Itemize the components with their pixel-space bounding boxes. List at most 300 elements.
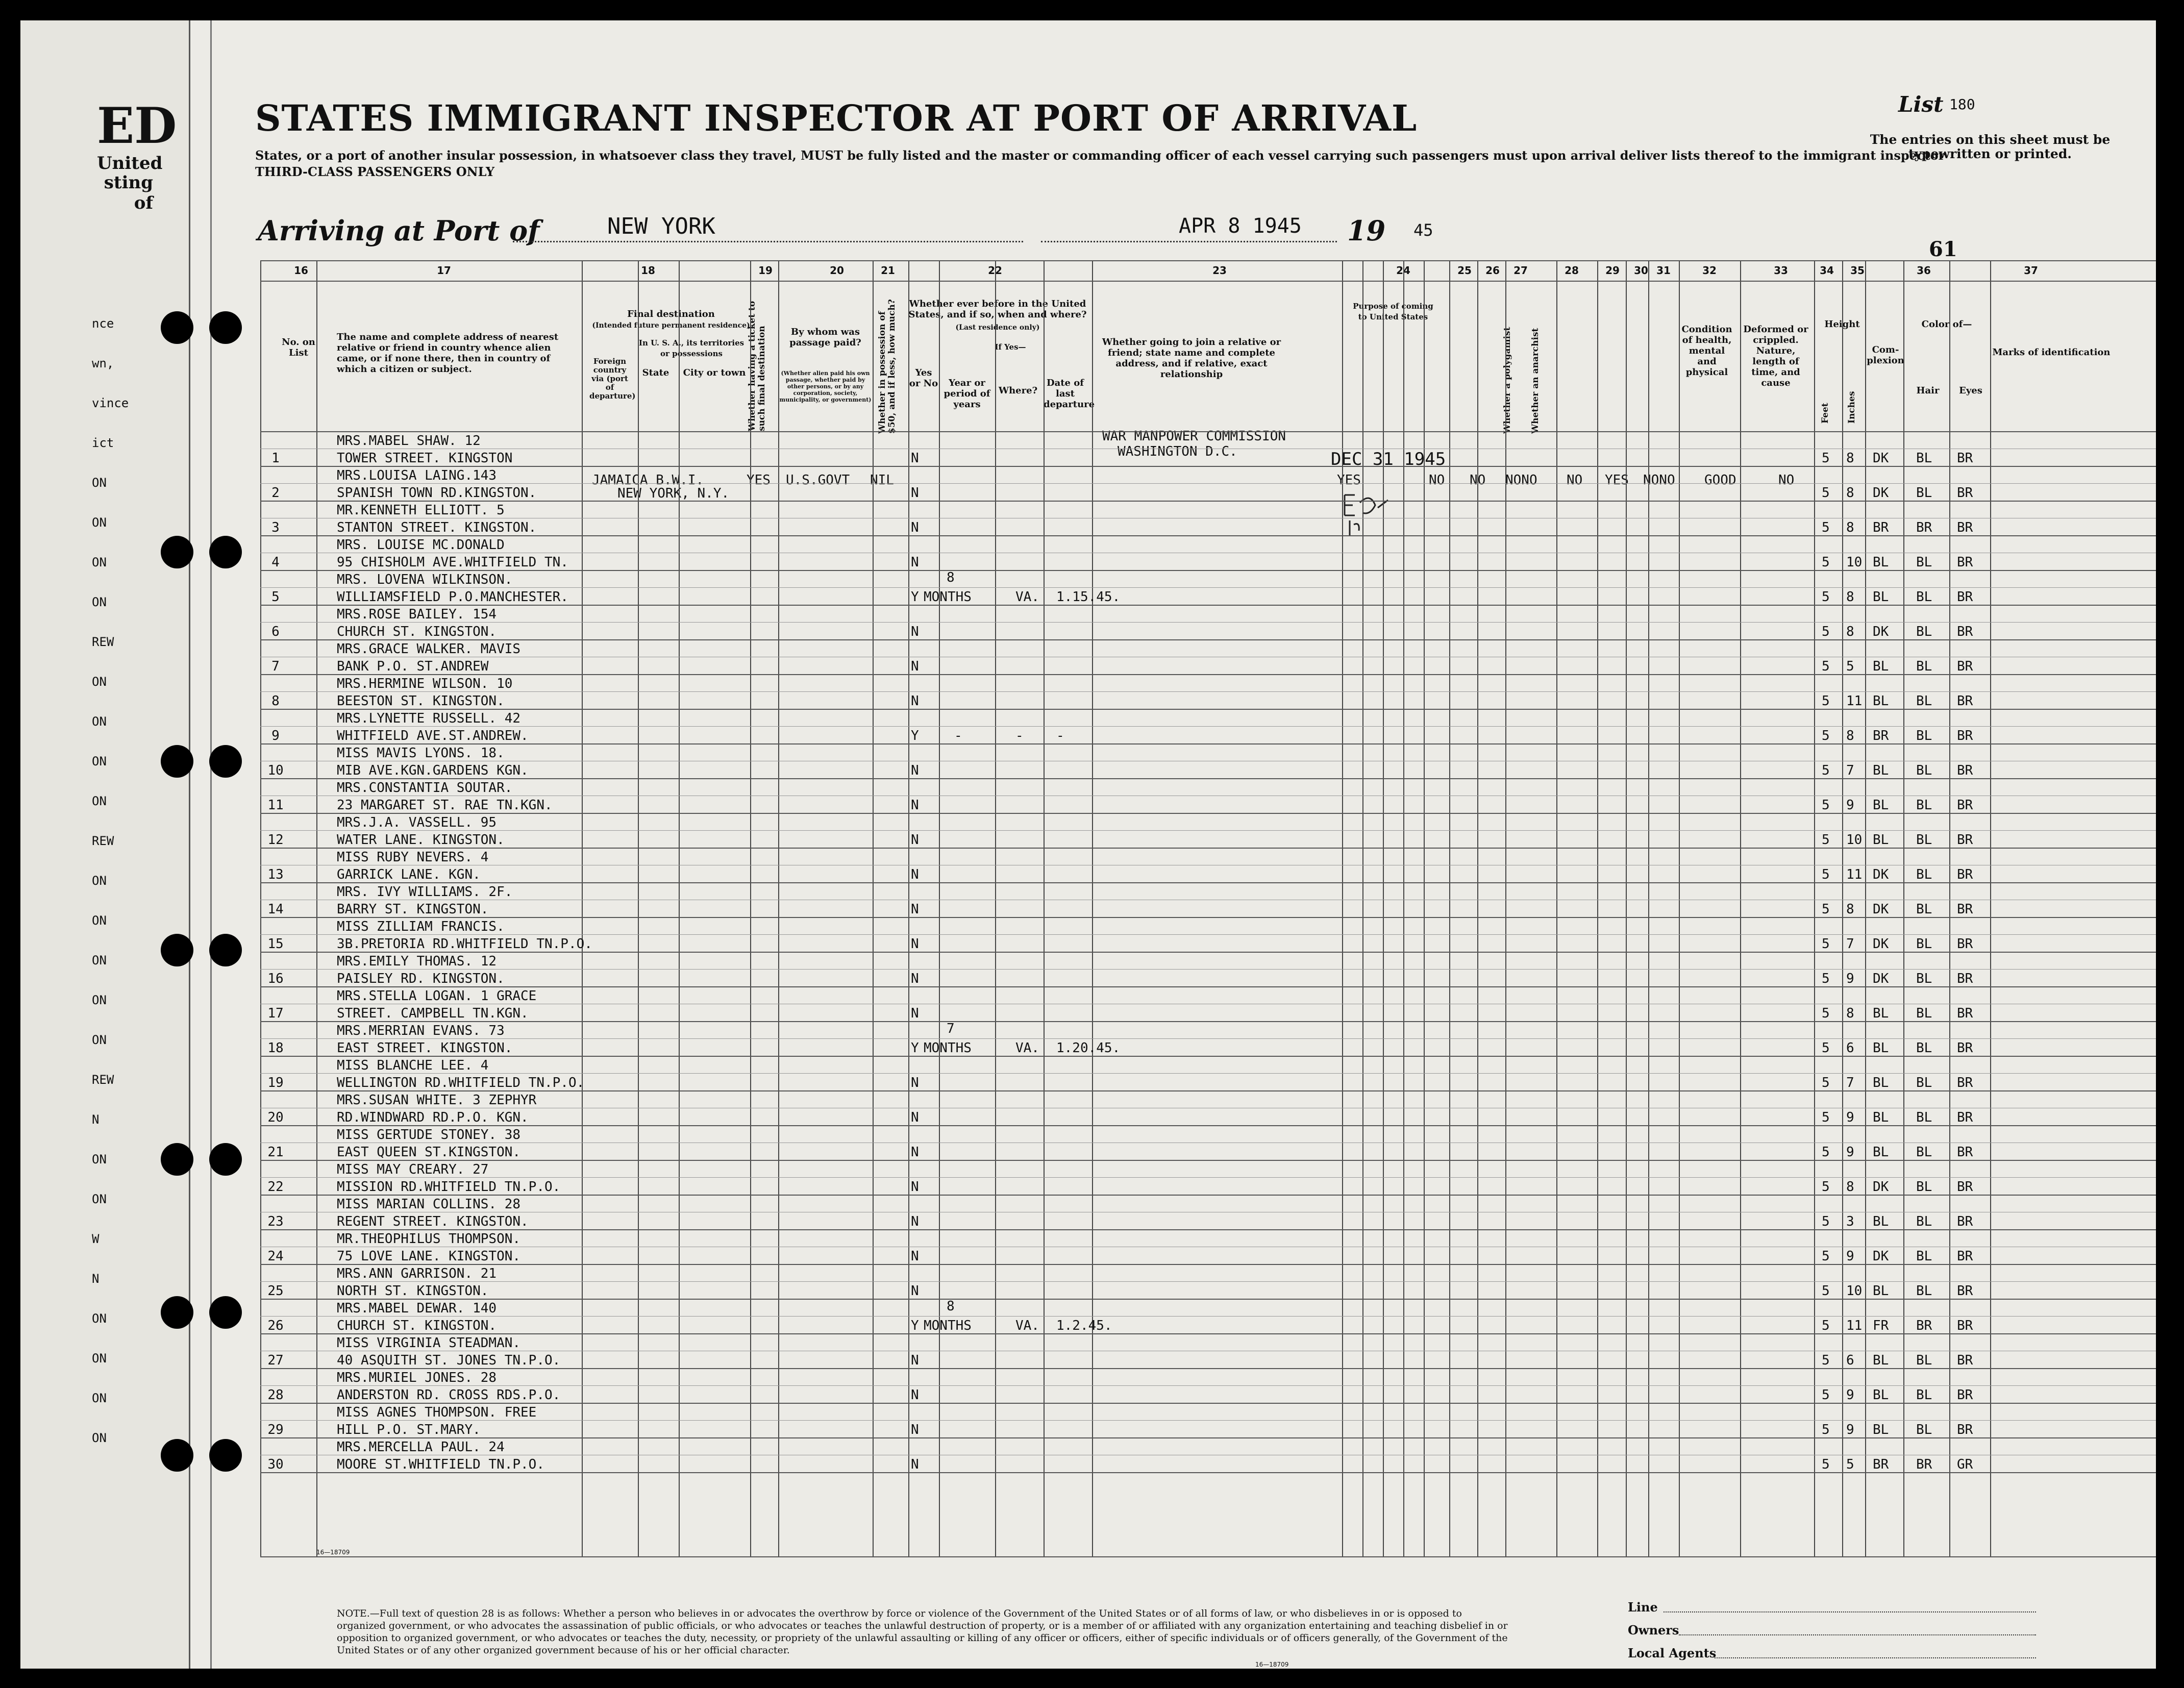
complexion: BR	[1873, 520, 1889, 535]
relative-address: WILLIAMSFIELD P.O.MANCHESTER.	[337, 589, 568, 605]
complexion: DK	[1873, 624, 1889, 639]
been-in-us: N	[911, 1179, 919, 1195]
relative-address: WELLINGTON RD.WHITFIELD TN.P.O.	[337, 1075, 585, 1090]
hair-color: BL	[1916, 1040, 1932, 1056]
margin-fragment: ON	[92, 714, 107, 729]
column-rule	[1362, 260, 1363, 1556]
previous-location: VA.	[1015, 589, 1039, 605]
complexion: BL	[1873, 1214, 1889, 1229]
height-inches: 11	[1846, 867, 1863, 882]
hair-color: BL	[1916, 1145, 1932, 1160]
row-1-q30: NONO	[1643, 473, 1675, 488]
hair-color: BL	[1916, 555, 1932, 570]
row-number: 8	[271, 693, 280, 709]
header-rule	[260, 281, 2156, 282]
row-number: 14	[267, 902, 284, 917]
been-in-us: Y	[911, 1040, 919, 1056]
row-number: 24	[267, 1249, 284, 1264]
height-feet: 5	[1822, 971, 1830, 986]
complexion: BL	[1873, 1145, 1889, 1160]
height-feet: 5	[1822, 867, 1830, 882]
header-city: City or town	[683, 367, 746, 378]
margin-fragment: REW	[92, 635, 114, 649]
row-1-q26: NO	[1470, 473, 1486, 488]
relative-address: 95 CHISHOLM AVE.WHITFIELD TN.	[337, 555, 568, 570]
relative-address: MIB AVE.KGN.GARDENS KGN.	[337, 763, 529, 778]
relative-address: WATER LANE. KINGSTON.	[337, 832, 505, 848]
height-feet: 5	[1822, 1145, 1830, 1160]
complexion: BL	[1873, 659, 1889, 674]
column-number: 26	[1485, 264, 1500, 277]
header-passage-note: (Whether alien paid his own passage, whether paid by other persons, or by any corporation, society, municipality, or government)	[779, 370, 872, 403]
row-rule	[260, 466, 2156, 467]
eye-color: BR	[1957, 1145, 1973, 1160]
year-label: 19	[1347, 214, 1386, 247]
column-rule	[1449, 260, 1450, 1556]
header-height: Height	[1824, 319, 1860, 330]
column-number: 32	[1702, 264, 1717, 277]
row-rule	[260, 1090, 2156, 1091]
footnote-question-28: NOTE.—Full text of question 28 is as follows: Whether a person who believes in or advocates the overthrow by force or violence of the Government of the United States or of all forms of law, or who disbelieves in or is opposed to organized government, or who advocates the assassination of public officials, or who advocates or teaches the unlawful destruction of property, or is a member of or affiliated with any organization entertaining and teaching disbelief in or opposition to organized government, or who advocates or teaches the duty, necessity, or propriety of the unlawful assaulting or killing of any officer or officers, either of specific individuals or of officers generally, of the Government of the United States or of any other organized government because of his or her official character.	[337, 1608, 1508, 1656]
line-label: Line	[1628, 1600, 1658, 1615]
height-feet: 5	[1822, 555, 1830, 570]
been-in-us: N	[911, 1075, 919, 1090]
column-rule	[1949, 260, 1950, 1556]
column-rule	[1092, 260, 1093, 1556]
period-number: 8	[947, 570, 955, 585]
height-feet: 5	[1822, 624, 1830, 639]
relative-name: MISS GERTUDE STONEY. 38	[337, 1127, 521, 1143]
row-rule	[260, 830, 2156, 831]
row-rule	[260, 1125, 2156, 1126]
header-feet: Feet	[1820, 403, 1830, 424]
relative-name: MISS ZILLIAM FRANCIS.	[337, 919, 505, 934]
row-rule	[260, 986, 2156, 987]
relative-address: PAISLEY RD. KINGSTON.	[337, 971, 505, 986]
complexion: DK	[1873, 867, 1889, 882]
punch-hole	[161, 311, 193, 344]
row-rule	[260, 431, 2156, 432]
column-rule	[1679, 260, 1680, 1556]
eye-color: BR	[1957, 902, 1973, 917]
column-rule	[873, 260, 874, 1556]
relative-address: 40 ASQUITH ST. JONES TN.P.O.	[337, 1353, 561, 1368]
relative-address: WHITFIELD AVE.ST.ANDREW.	[337, 728, 529, 743]
margin-fragment: REW	[92, 834, 114, 848]
relative-address: 3B.PRETORIA RD.WHITFIELD TN.P.O.	[337, 936, 592, 952]
hair-color: BL	[1916, 832, 1932, 848]
height-feet: 5	[1822, 728, 1830, 743]
column-rule	[1477, 260, 1478, 1556]
relative-name: MRS.SUSAN WHITE. 3 ZEPHYR	[337, 1093, 537, 1108]
header-last-residence: (Last residence only)	[955, 324, 1040, 332]
header-date-departure: Date of last departure	[1044, 378, 1095, 410]
column-rule	[1044, 260, 1045, 1556]
height-feet: 5	[1822, 1040, 1830, 1056]
eye-color: BR	[1957, 971, 1973, 986]
row-rule	[260, 1437, 2156, 1438]
eye-color: BR	[1957, 1422, 1973, 1437]
relative-name: MRS. IVY WILLIAMS. 2F.	[337, 884, 513, 900]
header-polygamist: Whether a polygamist	[1502, 327, 1512, 434]
been-in-us: N	[911, 624, 919, 639]
hair-color: BL	[1916, 936, 1932, 952]
margin-fragment: ON	[92, 1033, 107, 1047]
row-1-q29: YES	[1605, 473, 1629, 488]
row-number: 9	[271, 728, 280, 743]
column-number: 27	[1513, 264, 1528, 277]
header-where: Where?	[998, 385, 1038, 396]
relative-address: NORTH ST. KINGSTON.	[337, 1283, 489, 1299]
punch-hole	[161, 745, 193, 778]
header-complexion: Com- plexion	[1867, 344, 1904, 366]
header-before-us: Whether ever before in the United States, and if so, when and where?	[908, 299, 1087, 320]
column-number: 36	[1917, 264, 1931, 277]
row-number: 12	[267, 832, 284, 848]
height-feet: 5	[1822, 1006, 1830, 1021]
eye-color: BR	[1957, 693, 1973, 709]
height-inches: 8	[1846, 1179, 1854, 1195]
height-inches: 8	[1846, 1006, 1854, 1021]
row-number: 10	[267, 763, 284, 778]
relative-name: MRS.CONSTANTIA SOUTAR.	[337, 780, 513, 796]
hair-color: BL	[1916, 624, 1932, 639]
relative-name: MRS.ROSE BAILEY. 154	[337, 607, 497, 622]
relative-name: MRS. LOUISE MC.DONALD	[337, 537, 505, 553]
height-feet: 5	[1822, 1179, 1830, 1195]
column-rule	[1424, 260, 1425, 1556]
relative-name: MISS MAVIS LYONS. 18.	[337, 746, 505, 761]
row-number: 1	[271, 451, 280, 466]
relative-name: MISS RUBY NEVERS. 4	[337, 850, 489, 865]
row-number: 16	[267, 971, 284, 986]
hair-color: BL	[1916, 1353, 1932, 1368]
form-code: 16—18709	[316, 1549, 350, 1556]
complexion: BL	[1873, 1283, 1889, 1299]
hair-color: BL	[1916, 902, 1932, 917]
complexion: BL	[1873, 1006, 1889, 1021]
header-health: Condition of health, mental and physical	[1681, 324, 1732, 378]
row-number: 11	[267, 798, 284, 813]
hair-color: BL	[1916, 867, 1932, 882]
margin-fragment: ON	[92, 675, 107, 689]
last-departure: -	[1056, 728, 1064, 743]
row-number: 2	[271, 485, 280, 501]
been-in-us: N	[911, 1457, 919, 1472]
column-number: 22	[988, 264, 1002, 277]
hair-color: BL	[1916, 485, 1932, 501]
margin-fragment: vince	[92, 396, 129, 410]
column-rule	[908, 260, 909, 1556]
punch-hole	[209, 1439, 242, 1472]
port-name: NEW YORK	[607, 213, 715, 239]
column-number: 25	[1457, 264, 1472, 277]
header-ticket: Whether having a ticket to such final destination	[747, 301, 767, 431]
margin-fragment: nce	[92, 316, 114, 331]
column-rule	[1903, 260, 1904, 1556]
punch-hole	[209, 745, 242, 778]
column-number: 33	[1774, 264, 1788, 277]
hair-color: BL	[1916, 659, 1932, 674]
complexion: DK	[1873, 485, 1889, 501]
height-inches: 9	[1846, 798, 1854, 813]
height-inches: 7	[1846, 1075, 1854, 1090]
complexion: DK	[1873, 451, 1889, 466]
eye-color: BR	[1957, 763, 1973, 778]
height-feet: 5	[1822, 1457, 1830, 1472]
eye-color: BR	[1957, 1318, 1973, 1333]
left-title-fragment: ED	[97, 97, 177, 155]
punch-hole	[161, 1439, 193, 1472]
row-rule	[260, 1368, 2156, 1369]
header-join-relative: Whether going to join a relative or friend; state name and complete address, and if relative, exact relationship	[1102, 337, 1281, 380]
relative-name: MR.THEOPHILUS THOMPSON.	[337, 1231, 521, 1247]
last-departure: 1.20.45.	[1056, 1040, 1121, 1056]
row-number: 26	[267, 1318, 284, 1333]
hair-color: BL	[1916, 971, 1932, 986]
row-rule	[260, 709, 2156, 710]
margin-fragment: ict	[92, 436, 114, 450]
header-eyes: Eyes	[1959, 385, 1982, 396]
row-number: 5	[271, 589, 280, 605]
height-inches: 3	[1846, 1214, 1854, 1229]
arrival-stamp: DEC 31 1945	[1331, 449, 1446, 469]
hair-color: BL	[1916, 1387, 1932, 1403]
complexion: BR	[1873, 728, 1889, 743]
height-inches: 11	[1846, 693, 1863, 709]
been-in-us: N	[911, 485, 919, 501]
height-feet: 5	[1822, 1353, 1830, 1368]
column-rule	[1383, 260, 1384, 1556]
column-rule	[679, 260, 680, 1556]
header-no-on-list: No. on List	[282, 337, 315, 358]
list-label: List	[1898, 92, 1944, 117]
relative-address: MOORE ST.WHITFIELD TN.P.O.	[337, 1457, 544, 1472]
column-number: 21	[881, 264, 895, 277]
been-in-us: N	[911, 867, 919, 882]
left-header-line: sting of	[104, 172, 153, 213]
eye-color: BR	[1957, 1179, 1973, 1195]
relative-name: MRS.MABEL DEWAR. 140	[337, 1301, 497, 1316]
height-feet: 5	[1822, 1422, 1830, 1437]
been-in-us: N	[911, 1353, 919, 1368]
row-rule	[260, 969, 2156, 970]
punch-hole	[161, 1296, 193, 1329]
relative-name: MISS VIRGINIA STEADMAN.	[337, 1335, 521, 1351]
relative-name: MISS BLANCHE LEE. 4	[337, 1058, 489, 1073]
row-number: 4	[271, 555, 280, 570]
column-rule	[1990, 260, 1991, 1556]
typewritten-note: The entries on this sheet must be typewritten or printed.	[1870, 132, 2111, 161]
row-rule	[260, 570, 2156, 571]
margin-fragment: REW	[92, 1073, 114, 1087]
complexion: BL	[1873, 1422, 1889, 1437]
height-inches: 9	[1846, 1422, 1854, 1437]
hair-color: BL	[1916, 589, 1932, 605]
left-header-line: United	[97, 153, 163, 173]
port-underline	[513, 241, 1023, 242]
relative-address: EAST QUEEN ST.KINGSTON.	[337, 1145, 521, 1160]
punch-hole	[161, 536, 193, 568]
column-rule	[1597, 260, 1598, 1556]
hair-color: BL	[1916, 1110, 1932, 1125]
margin-fragment: ON	[92, 794, 107, 808]
period-unit: MONTHS	[924, 589, 972, 605]
handwritten-initials	[1339, 485, 1401, 541]
eye-color: BR	[1957, 589, 1973, 605]
column-rule	[1648, 260, 1649, 1556]
header-relative: The name and complete address of nearest relative or friend in country whence alien came, or if none there, then in country of which a citizen or subject.	[337, 332, 559, 375]
been-in-us: N	[911, 1249, 919, 1264]
relative-address: TOWER STREET. KINGSTON	[337, 451, 513, 466]
row-rule	[260, 1195, 2156, 1196]
row-number: 28	[267, 1387, 284, 1403]
hair-color: BL	[1916, 1214, 1932, 1229]
punch-hole	[209, 536, 242, 568]
margin-fragment: N	[92, 1112, 100, 1127]
complexion: BL	[1873, 1387, 1889, 1403]
been-in-us: N	[911, 693, 919, 709]
margin-fragment: ON	[92, 913, 107, 928]
complexion: BL	[1873, 832, 1889, 848]
row-number: 6	[271, 624, 280, 639]
class-label: THIRD-CLASS PASSENGERS ONLY	[255, 164, 495, 179]
eye-color: BR	[1957, 485, 1973, 501]
punch-hole	[209, 1296, 242, 1329]
column-rule	[995, 260, 996, 1556]
row-rule	[260, 1229, 2156, 1230]
height-feet: 5	[1822, 763, 1830, 778]
height-inches: 5	[1846, 659, 1854, 674]
row-rule	[260, 535, 2156, 536]
row-rule	[260, 743, 2156, 744]
hair-color: BL	[1916, 1422, 1932, 1437]
header-marks: Marks of identification	[1992, 347, 2111, 358]
height-feet: 5	[1822, 798, 1830, 813]
margin-fragment: ON	[92, 1391, 107, 1405]
hair-color: BR	[1916, 520, 1932, 535]
row-rule	[260, 1056, 2156, 1057]
row-rule	[260, 1073, 2156, 1074]
header-state: State	[642, 367, 669, 378]
page-title: STATES IMMIGRANT INSPECTOR AT PORT OF ARRIVAL	[255, 97, 1418, 139]
row-rule	[260, 1264, 2156, 1265]
row-rule	[260, 501, 2156, 502]
arriving-label: Arriving at Port of	[258, 214, 540, 247]
punch-hole	[161, 934, 193, 966]
margin-fragment: ON	[92, 1431, 107, 1445]
relative-address: STANTON STREET. KINGSTON.	[337, 520, 537, 535]
column-rule	[778, 260, 779, 1556]
been-in-us: N	[911, 451, 919, 466]
agents-field	[1715, 1657, 2036, 1658]
relative-name: MRS.GRACE WALKER. MAVIS	[337, 641, 521, 657]
hair-color: BR	[1916, 1318, 1932, 1333]
column-number: 28	[1565, 264, 1579, 277]
column-number: 30	[1634, 264, 1648, 277]
eye-color: BR	[1957, 1075, 1973, 1090]
column-number: 31	[1656, 264, 1671, 277]
line-field	[1664, 1611, 2036, 1612]
relative-name: MRS.J.A. VASSELL. 95	[337, 815, 497, 830]
hair-color: BL	[1916, 1249, 1932, 1264]
row-rule	[260, 622, 2156, 623]
row-number: 21	[267, 1145, 284, 1160]
row-number: 27	[267, 1353, 284, 1368]
relative-address: CHURCH ST. KINGSTON.	[337, 624, 497, 639]
hair-color: BL	[1916, 798, 1932, 813]
manifest-table	[260, 260, 2156, 1556]
column-rule	[1865, 260, 1866, 1556]
header-money: Whether in possession of $50, and if less, how much?	[877, 299, 897, 434]
row-1-q25: NO	[1429, 473, 1445, 488]
punch-hole	[209, 311, 242, 344]
margin-fragment: ON	[92, 1351, 107, 1366]
margin-fragment: N	[92, 1272, 100, 1286]
complexion: BR	[1873, 1457, 1889, 1472]
column-rule	[582, 260, 583, 1556]
eye-color: BR	[1957, 936, 1973, 952]
complexion: BL	[1873, 1040, 1889, 1056]
row-number: 22	[267, 1179, 284, 1195]
header-deformed: Deformed or crippled. Nature, length of time, and cause	[1743, 324, 1808, 388]
date-underline	[1041, 241, 1337, 242]
header-yes-no: Yes or No	[909, 367, 938, 389]
row-number: 23	[267, 1214, 284, 1229]
eye-color: BR	[1957, 1283, 1973, 1299]
row-1-q28: NO	[1567, 473, 1583, 488]
relative-address: RD.WINDWARD RD.P.O. KGN.	[337, 1110, 529, 1125]
period-unit: MONTHS	[924, 1318, 972, 1333]
complexion: BL	[1873, 1110, 1889, 1125]
relative-address: ANDERSTON RD. CROSS RDS.P.O.	[337, 1387, 561, 1403]
margin-fragment: ON	[92, 1311, 107, 1326]
row-number: 30	[267, 1457, 284, 1472]
height-inches: 7	[1846, 763, 1854, 778]
header-color-of: Color of—	[1921, 319, 1972, 330]
row-rule	[260, 848, 2156, 849]
relative-name: MISS MAY CREARY. 27	[337, 1162, 489, 1177]
eye-color: BR	[1957, 1040, 1973, 1056]
row-1-money: NIL	[870, 473, 894, 488]
row-number: 29	[267, 1422, 284, 1437]
relative-name: MRS.HERMINE WILSON. 10	[337, 676, 513, 691]
eye-color: BR	[1957, 798, 1973, 813]
height-inches: 5	[1846, 1457, 1854, 1472]
header-inches: Inches	[1847, 391, 1857, 424]
eye-color: BR	[1957, 624, 1973, 639]
height-inches: 8	[1846, 728, 1854, 743]
relative-address: 23 MARGARET ST. RAE TN.KGN.	[337, 798, 553, 813]
row-rule	[260, 1021, 2156, 1022]
complexion: BL	[1873, 693, 1889, 709]
row-1-destination: JAMAICA B.W.I.	[592, 473, 704, 488]
row-number: 13	[267, 867, 284, 882]
been-in-us: N	[911, 1110, 919, 1125]
been-in-us: N	[911, 555, 919, 570]
column-number: 35	[1850, 264, 1865, 277]
height-inches: 10	[1846, 832, 1863, 848]
been-in-us: N	[911, 1422, 919, 1437]
eye-color: BR	[1957, 728, 1973, 743]
complexion: BL	[1873, 589, 1889, 605]
header-in-usa: In U. S. A., its territories or possessions	[638, 338, 744, 358]
period-number: 8	[947, 1299, 955, 1314]
column-rule	[750, 260, 751, 1556]
height-inches: 9	[1846, 971, 1854, 986]
eye-color: BR	[1957, 1214, 1973, 1229]
header-instructions: States, or a port of another insular possession, in whatsoever class they travel, MUST be fully listed and the master or commanding officer of each vessel carrying such passengers must upon arrival deliver lists thereof to the immigrant inspector	[255, 148, 1945, 163]
